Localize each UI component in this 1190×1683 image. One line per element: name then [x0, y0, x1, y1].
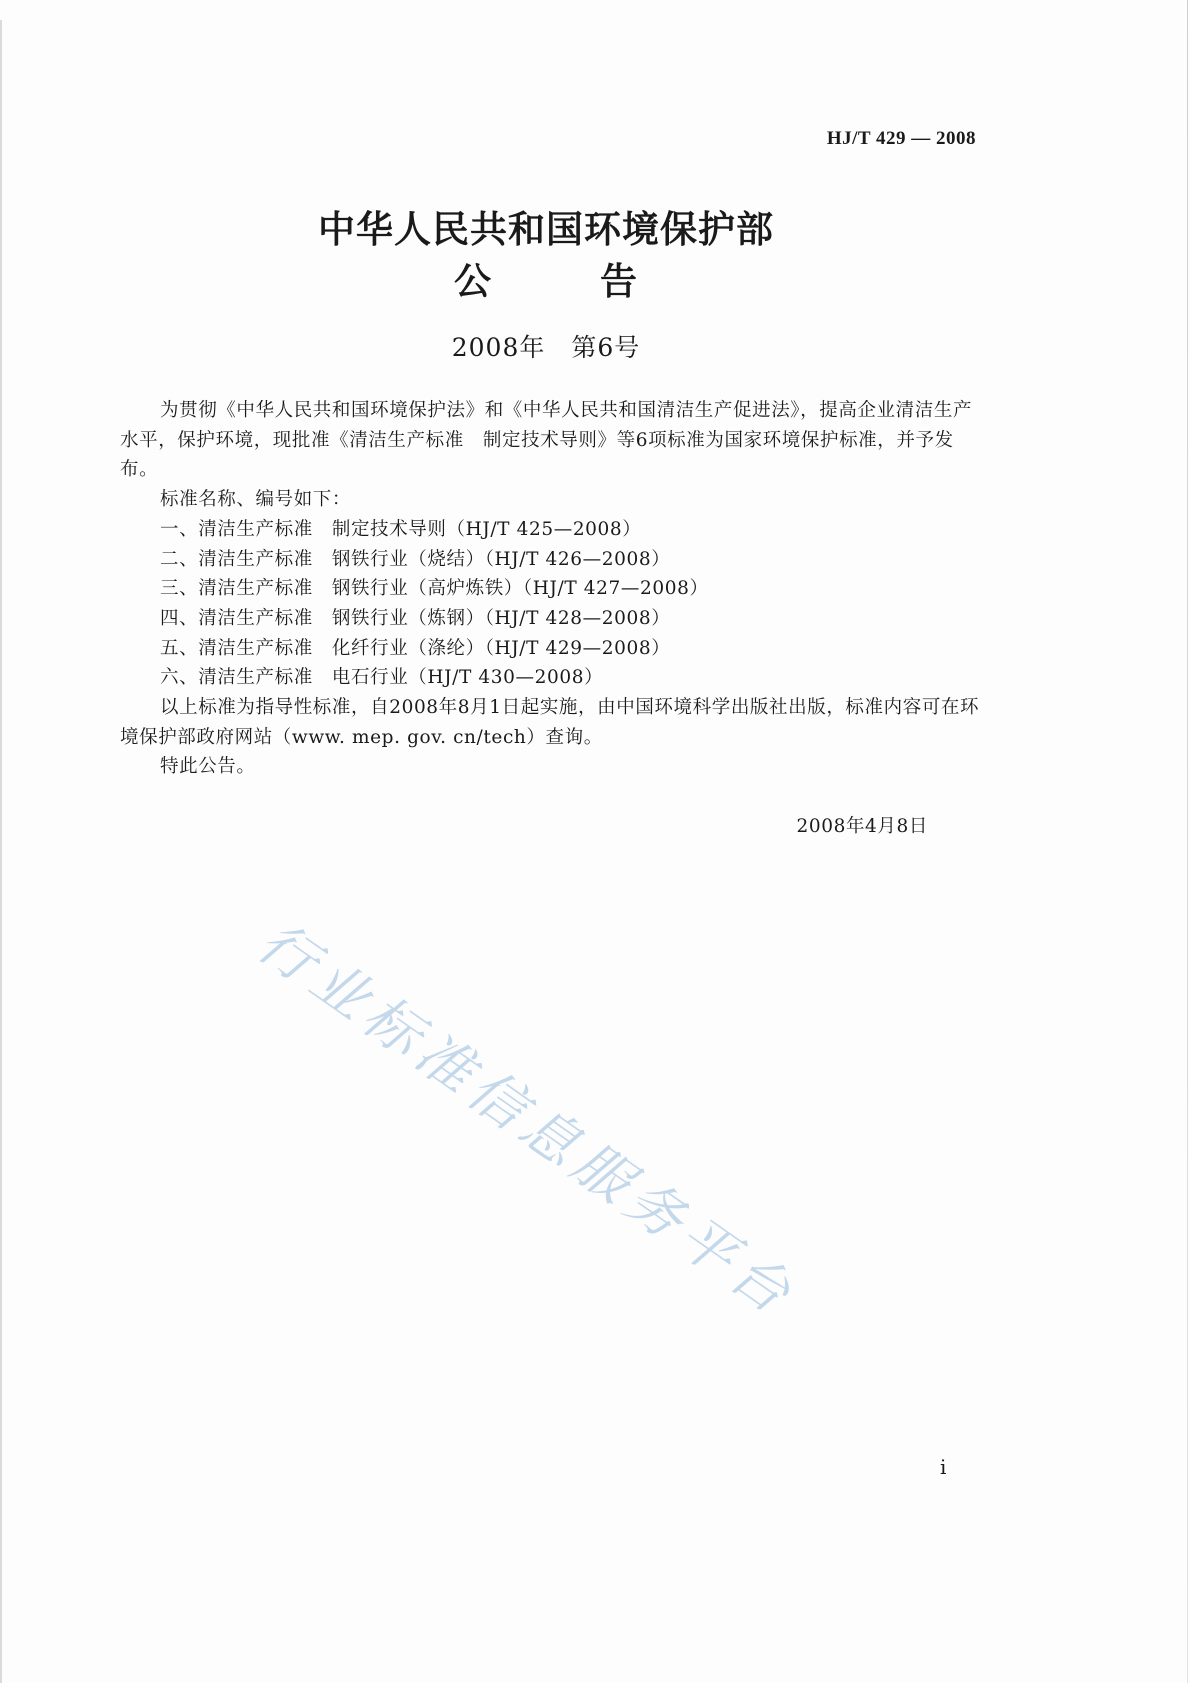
- standard-code: HJ/T 429 — 2008: [826, 128, 976, 149]
- closing-paragraph: 以上标准为指导性标准，自2008年8月1日起实施，由中国环境科学出版社出版，标准内容可在环境保护部政府网站（www. mep. gov. cn/tech）查询。: [120, 697, 980, 748]
- issue-number: 2008年 第6号: [451, 333, 641, 362]
- announcement-title: [0, 251, 1092, 305]
- scan-edge-right: [1187, 0, 1188, 1683]
- announcement-title-char-1: 公: [454, 260, 492, 303]
- list-item: 六、清洁生产标准 电石行业（HJ/T 430—2008）: [160, 667, 604, 689]
- list-item: 二、清洁生产标准 钢铁行业（烧结）（HJ/T 426—2008）: [160, 548, 671, 570]
- sign-off: 特此公告。: [160, 756, 256, 778]
- list-item: 四、清洁生产标准 钢铁行业（炼钢）（HJ/T 428—2008）: [160, 607, 671, 629]
- list-item: 一、清洁生产标准 制定技术导则（HJ/T 425—2008）: [160, 518, 642, 540]
- page-number: i: [940, 1455, 947, 1479]
- list-heading: 标准名称、编号如下：: [160, 489, 352, 511]
- issuer-title: 中华人民共和国环境保护部: [318, 208, 774, 251]
- intro-paragraph: 为贯彻《中华人民共和国环境保护法》和《中华人民共和国清洁生产促进法》，提高企业清洁生产水平，保护环境，现批准《清洁生产标准 制定技术导则》等6项标准为国家环境保护标准，并予发布。: [120, 400, 973, 481]
- issue-date: 2008年4月8日: [796, 816, 928, 837]
- list-item: 五、清洁生产标准 化纤行业（涤纶）（HJ/T 429—2008）: [160, 637, 671, 659]
- announcement-title-char-2: 告: [600, 260, 638, 303]
- watermark: 行业标准信息服务平台: [245, 909, 808, 1331]
- list-item: 三、清洁生产标准 钢铁行业（高炉炼铁）（HJ/T 427—2008）: [160, 578, 709, 600]
- announcement-body: [120, 396, 980, 782]
